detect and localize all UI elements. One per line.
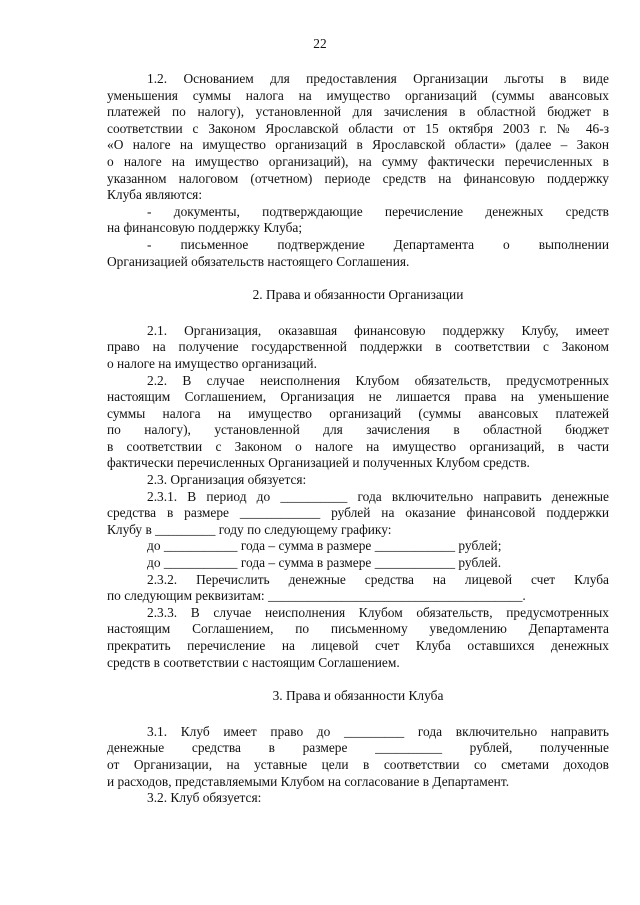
paragraph-2-3-1 bbox=[107, 489, 609, 539]
text-line: уменьшения суммы налога на имущество организаций (суммы авансовых bbox=[107, 87, 609, 103]
text-line: и расходов, представляемыми Клубом на согласование в Департамент. bbox=[107, 773, 510, 789]
document-body bbox=[107, 71, 609, 807]
page-number: 22 bbox=[313, 36, 327, 51]
paragraph-2-3-3 bbox=[107, 605, 609, 671]
text-line: 2.3.2. Перечислить денежные средства на лицевой счет Клуба bbox=[147, 571, 609, 587]
paragraph-2-3: 2.3. Организация обязуется: bbox=[147, 472, 307, 488]
text-line: 2.3.1. В период до __________ года включительно направить денежные bbox=[147, 488, 609, 504]
paragraph-3-2: 3.2. Клуб обязуется: bbox=[147, 790, 262, 806]
text-line: 3.1. Клуб имеет право до _________ года включительно направить bbox=[147, 723, 609, 739]
text-line: в соответствии с Законом о налоге на имущество организаций, в части bbox=[107, 438, 609, 454]
text-line: фактически перечисленных Организацией и полученных Клубом средств. bbox=[107, 455, 530, 471]
text-line: платежей по налогу), установленной для зачисления в областной бюджет в bbox=[107, 104, 609, 120]
text-line: 2.2. В случае неисполнения Клубом обязательств, предусмотренных bbox=[147, 372, 609, 388]
text-line: «О налоге на имущество организаций в Ярославской области» (далее – Закон bbox=[107, 137, 609, 153]
bullet-item bbox=[107, 204, 609, 237]
text-line: Клубу в _________ году по следующему графику: bbox=[107, 521, 392, 537]
paragraph-1-2 bbox=[107, 71, 609, 204]
text-line: по следующим реквизитам: ______________________________________. bbox=[107, 588, 526, 604]
text-line: прекратить перечисление на лицевой счет Клуба оставшихся денежных bbox=[107, 638, 609, 653]
schedule-line: до ___________ года – сумма в размере ____________ рублей. bbox=[147, 555, 502, 571]
text-line: средств в соответствии с настоящим Соглашением. bbox=[107, 654, 400, 670]
text-line: денежные средства в размере __________ рублей, полученные bbox=[107, 740, 609, 756]
text-line: о налоге на имущество организаций. bbox=[107, 355, 317, 371]
text-line: право на получение государственной поддержки в соответствии с Законом bbox=[107, 339, 609, 355]
text-line: Клуба являются: bbox=[107, 187, 203, 203]
text-line: настоящим Соглашением, по письменному уведомлению Департамента bbox=[107, 621, 609, 637]
paragraph-2-3-2 bbox=[107, 572, 609, 605]
text-line: - документы, подтверждающие перечисление денежных средств bbox=[147, 203, 609, 219]
text-line: соответствии с Законом Ярославской области от 15 октября 2003 г. № 46-з bbox=[107, 120, 609, 136]
text-line: - письменное подтверждение Департамента о выполнении bbox=[147, 236, 609, 252]
text-line: о налоге на имущество организаций), на сумму фактически перечисленных в bbox=[107, 153, 609, 169]
bullet-item bbox=[107, 237, 609, 270]
section-heading-2: 2. Права и обязанности Организации bbox=[252, 287, 464, 303]
text-line: указанном налоговом (отчетном) периоде средств на финансовую поддержку bbox=[107, 170, 609, 186]
text-line: настоящим Соглашением, Организация не лишается права на уменьшение bbox=[107, 389, 609, 405]
payment-schedule bbox=[107, 538, 609, 571]
paragraph-3-1 bbox=[107, 724, 609, 790]
paragraph-2-2 bbox=[107, 373, 609, 473]
schedule-line: до ___________ года – сумма в размере ____________ рублей; bbox=[147, 538, 502, 554]
text-line: 2.1. Организация, оказавшая финансовую поддержку Клубу, имеет bbox=[147, 322, 609, 338]
text-line: средства в размере ____________ рублей на оказание финансовой поддержки bbox=[107, 505, 609, 521]
text-line: Организацией обязательств настоящего Соглашения. bbox=[107, 253, 410, 269]
text-line: 1.2. Основанием для предоставления Организации льготы в виде bbox=[147, 71, 609, 86]
text-line: на финансовую поддержку Клуба; bbox=[107, 220, 303, 236]
text-line: суммы налога на имущество организаций (суммы авансовых платежей bbox=[107, 405, 609, 421]
text-line: 2.3.3. В случае неисполнения Клубом обязательств, предусмотренных bbox=[147, 604, 609, 620]
paragraph-2-1 bbox=[107, 323, 609, 373]
text-line: по налогу), установленной для зачисления в областной бюджет bbox=[107, 422, 609, 438]
section-heading-3: 3. Права и обязанности Клуба bbox=[272, 688, 444, 704]
text-line: от Организации, на уставные цели в соответствии со сметами доходов bbox=[107, 756, 609, 772]
